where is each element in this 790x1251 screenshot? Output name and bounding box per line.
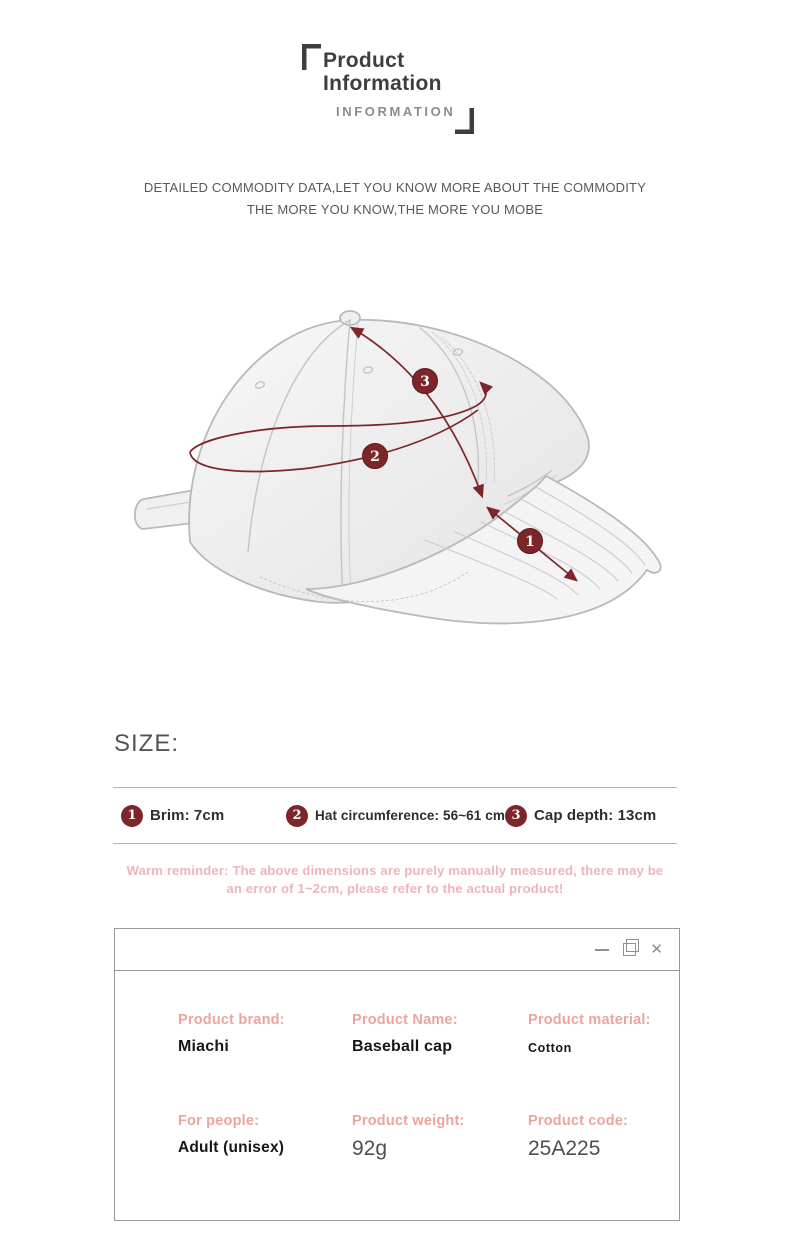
spec-value: 25A225 bbox=[528, 1137, 601, 1160]
spec-value: Adult (unisex) bbox=[178, 1139, 285, 1156]
tagline-line1: DETAILED COMMODITY DATA,LET YOU KNOW MORE ABOUT THE COMMODITY bbox=[143, 180, 647, 195]
window-titlebar bbox=[115, 929, 679, 971]
spec-value: Baseball cap bbox=[352, 1038, 453, 1055]
svg-text:3: 3 bbox=[420, 374, 430, 390]
close-icon[interactable]: ✕ bbox=[650, 941, 663, 958]
spec-product-brand bbox=[178, 1012, 352, 1056]
size-heading: SIZE: bbox=[114, 730, 180, 757]
svg-text:2: 2 bbox=[370, 449, 380, 465]
tagline bbox=[0, 177, 790, 221]
minimize-icon[interactable] bbox=[595, 949, 609, 951]
size-table bbox=[113, 787, 677, 844]
spec-product-weight bbox=[352, 1113, 528, 1161]
cap-measurement-diagram bbox=[110, 280, 680, 680]
size-item-depth bbox=[505, 805, 677, 827]
spec-label: For people: bbox=[178, 1113, 260, 1129]
warm-reminder bbox=[0, 862, 790, 898]
size-label-circumference: Hat circumference: 56~61 cm bbox=[315, 808, 505, 823]
spec-label: Product material: bbox=[528, 1012, 651, 1028]
spec-label: Product Name: bbox=[352, 1012, 458, 1028]
size-badge-1: 1 bbox=[121, 805, 143, 827]
diagram-marker-3 bbox=[413, 369, 438, 394]
spec-product-name bbox=[352, 1012, 528, 1056]
warm-reminder-line2: an error of 1~2cm, please refer to the actual product! bbox=[226, 881, 564, 896]
spec-product-material bbox=[528, 1012, 651, 1056]
spec-product-code bbox=[528, 1113, 651, 1161]
spec-label: Product code: bbox=[528, 1113, 629, 1129]
page-title-line1: Product bbox=[323, 49, 405, 72]
spec-value: Miachi bbox=[178, 1038, 229, 1055]
warm-reminder-line1: Warm reminder: The above dimensions are purely manually measured, there may be bbox=[126, 863, 664, 878]
size-badge-3: 3 bbox=[505, 805, 527, 827]
size-label-depth: Cap depth: 13cm bbox=[534, 807, 657, 824]
restore-icon[interactable] bbox=[623, 943, 636, 956]
diagram-marker-1 bbox=[518, 529, 543, 554]
corner-bracket-bottom-right-icon bbox=[452, 106, 476, 136]
svg-text:1: 1 bbox=[525, 534, 535, 550]
size-item-brim bbox=[113, 805, 286, 827]
spec-window-card bbox=[114, 928, 680, 1221]
page-subtitle: INFORMATION bbox=[336, 104, 456, 119]
page-title bbox=[323, 49, 442, 95]
spec-value: Cotton bbox=[528, 1041, 572, 1055]
spec-for-people bbox=[178, 1113, 352, 1161]
spec-card-body bbox=[115, 971, 679, 1222]
spec-label: Product brand: bbox=[178, 1012, 285, 1028]
size-badge-2: 2 bbox=[286, 805, 308, 827]
corner-bracket-top-left-icon bbox=[300, 42, 324, 72]
size-label-brim: Brim: 7cm bbox=[150, 807, 225, 824]
size-item-circumference bbox=[286, 805, 505, 827]
tagline-line2: THE MORE YOU KNOW,THE MORE YOU MOBE bbox=[246, 202, 544, 217]
spec-value: 92g bbox=[352, 1137, 388, 1160]
window-controls bbox=[595, 929, 663, 970]
page-title-line2: Information bbox=[323, 72, 442, 95]
spec-label: Product weight: bbox=[352, 1113, 465, 1129]
diagram-marker-2 bbox=[363, 444, 388, 469]
